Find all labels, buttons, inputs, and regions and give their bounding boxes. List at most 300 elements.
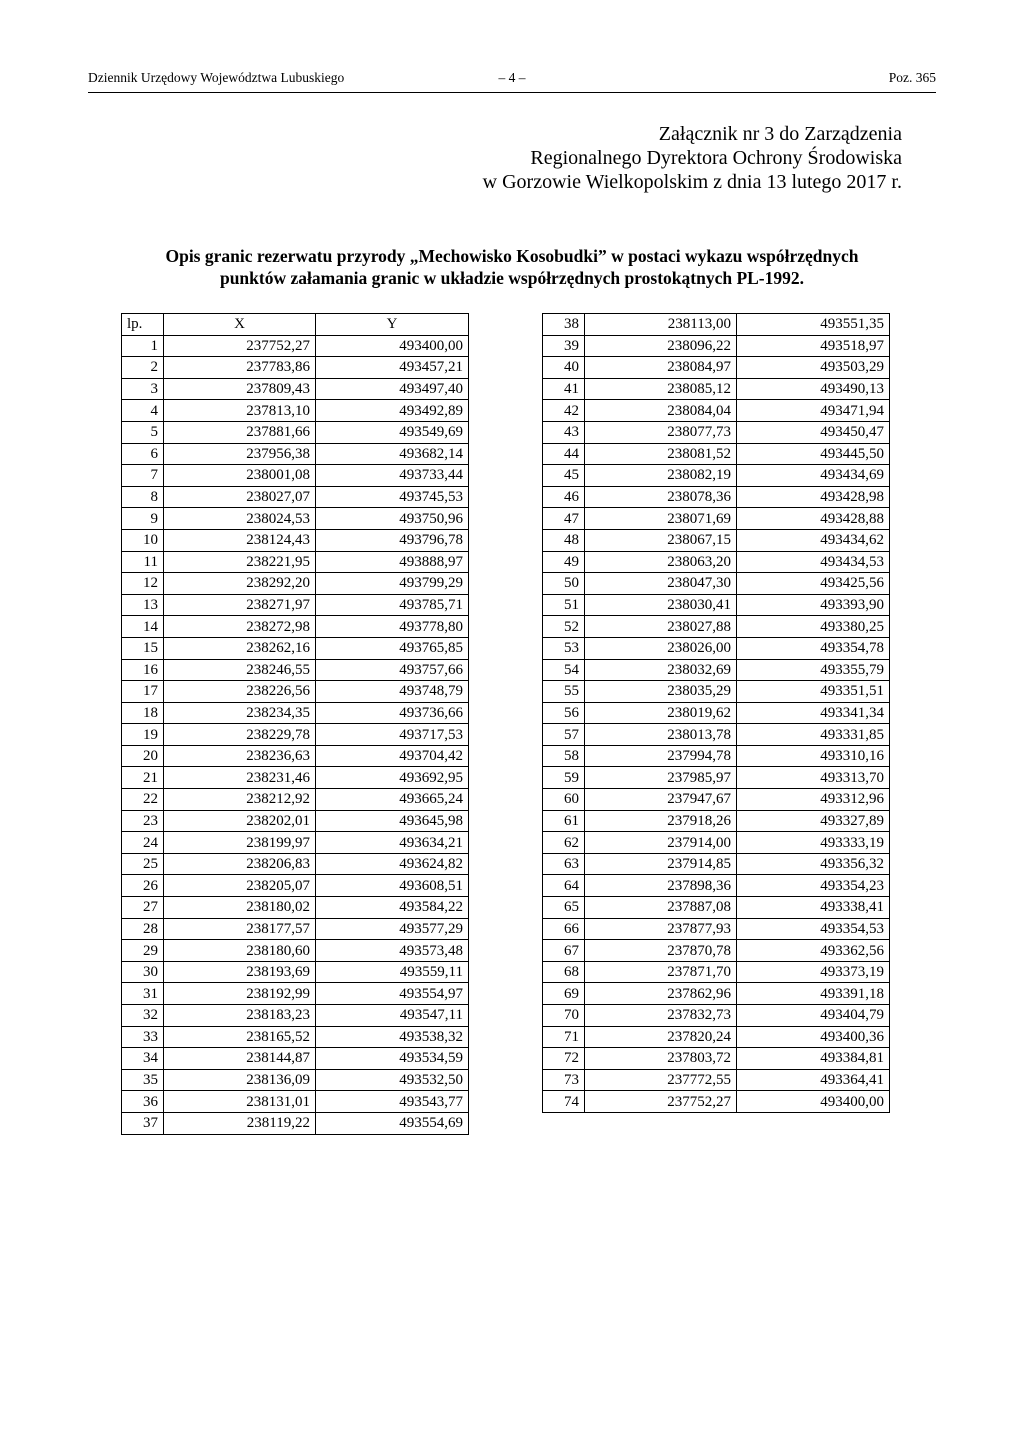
x-coordinate: 237985,97 — [585, 767, 737, 789]
table-row — [543, 486, 890, 508]
table-row — [122, 918, 469, 940]
journal-name: Dziennik Urzędowy Województwa Lubuskiego — [88, 70, 345, 85]
y-coordinate: 493400,36 — [737, 1026, 890, 1048]
table-row — [543, 637, 890, 659]
x-coordinate: 238047,30 — [585, 573, 737, 595]
position-number: Poz. 365 — [888, 70, 936, 85]
y-coordinate: 493503,29 — [737, 357, 890, 379]
point-number: 37 — [122, 1112, 164, 1134]
x-coordinate: 238177,57 — [164, 918, 316, 940]
table-row — [543, 745, 890, 767]
point-number: 54 — [543, 659, 585, 681]
table-row — [543, 400, 890, 422]
x-coordinate: 237809,43 — [164, 378, 316, 400]
y-coordinate: 493547,11 — [316, 1005, 469, 1027]
y-coordinate: 493532,50 — [316, 1069, 469, 1091]
y-coordinate: 493341,34 — [737, 702, 890, 724]
point-number: 16 — [122, 659, 164, 681]
annex-line-3: w Gorzowie Wielkopolskim z dnia 13 lutego 2017 r. — [482, 171, 902, 193]
y-coordinate: 493327,89 — [737, 810, 890, 832]
x-coordinate: 238136,09 — [164, 1069, 316, 1091]
y-coordinate: 493682,14 — [316, 443, 469, 465]
y-coordinate: 493312,96 — [737, 789, 890, 811]
point-number: 40 — [543, 357, 585, 379]
y-coordinate: 493497,40 — [316, 378, 469, 400]
y-coordinate: 493393,90 — [737, 594, 890, 616]
table-row — [122, 875, 469, 897]
x-coordinate: 238192,99 — [164, 983, 316, 1005]
point-number: 14 — [122, 616, 164, 638]
x-coordinate: 238067,15 — [585, 529, 737, 551]
y-coordinate: 493554,97 — [316, 983, 469, 1005]
x-coordinate: 238206,83 — [164, 853, 316, 875]
x-coordinate: 237881,66 — [164, 421, 316, 443]
point-number: 48 — [543, 529, 585, 551]
coordinates-table-right — [542, 313, 890, 1113]
header-lp: lp. — [122, 314, 164, 336]
x-coordinate: 238221,95 — [164, 551, 316, 573]
y-coordinate: 493624,82 — [316, 853, 469, 875]
x-coordinate: 238035,29 — [585, 681, 737, 703]
x-coordinate: 238119,22 — [164, 1112, 316, 1134]
point-number: 5 — [122, 421, 164, 443]
x-coordinate: 238165,52 — [164, 1026, 316, 1048]
table-row — [543, 681, 890, 703]
point-number: 27 — [122, 897, 164, 919]
point-number: 63 — [543, 853, 585, 875]
x-coordinate: 238205,07 — [164, 875, 316, 897]
y-coordinate: 493457,21 — [316, 357, 469, 379]
y-coordinate: 493355,79 — [737, 659, 890, 681]
point-number: 60 — [543, 789, 585, 811]
y-coordinate: 493384,81 — [737, 1048, 890, 1070]
x-coordinate: 237752,27 — [164, 335, 316, 357]
point-number: 73 — [543, 1069, 585, 1091]
point-number: 23 — [122, 810, 164, 832]
y-coordinate: 493338,41 — [737, 897, 890, 919]
point-number: 70 — [543, 1005, 585, 1027]
y-coordinate: 493554,69 — [316, 1112, 469, 1134]
table-row — [122, 421, 469, 443]
table-row — [122, 378, 469, 400]
point-number: 24 — [122, 832, 164, 854]
x-coordinate: 237898,36 — [585, 875, 737, 897]
y-coordinate: 493356,32 — [737, 853, 890, 875]
y-coordinate: 493584,22 — [316, 897, 469, 919]
table-row — [543, 551, 890, 573]
point-number: 26 — [122, 875, 164, 897]
x-coordinate: 238085,12 — [585, 378, 737, 400]
point-number: 11 — [122, 551, 164, 573]
y-coordinate: 493400,00 — [316, 335, 469, 357]
x-coordinate: 238030,41 — [585, 594, 737, 616]
table-row — [122, 983, 469, 1005]
table-row — [543, 573, 890, 595]
table-row — [122, 529, 469, 551]
table-row — [122, 897, 469, 919]
x-coordinate: 238096,22 — [585, 335, 737, 357]
table-row — [122, 443, 469, 465]
x-coordinate: 238226,56 — [164, 681, 316, 703]
table-row — [122, 681, 469, 703]
table-row — [122, 767, 469, 789]
y-coordinate: 493400,00 — [737, 1091, 890, 1113]
x-coordinate: 238063,20 — [585, 551, 737, 573]
table-row — [122, 1069, 469, 1091]
y-coordinate: 493559,11 — [316, 961, 469, 983]
y-coordinate: 493538,32 — [316, 1026, 469, 1048]
y-coordinate: 493665,24 — [316, 789, 469, 811]
point-number: 33 — [122, 1026, 164, 1048]
y-coordinate: 493785,71 — [316, 594, 469, 616]
x-coordinate: 237752,27 — [585, 1091, 737, 1113]
header-y: Y — [316, 314, 469, 336]
point-number: 57 — [543, 724, 585, 746]
table-row — [543, 465, 890, 487]
point-number: 6 — [122, 443, 164, 465]
x-coordinate: 238019,62 — [585, 702, 737, 724]
x-coordinate: 237877,93 — [585, 918, 737, 940]
y-coordinate: 493748,79 — [316, 681, 469, 703]
point-number: 53 — [543, 637, 585, 659]
point-number: 39 — [543, 335, 585, 357]
point-number: 68 — [543, 961, 585, 983]
y-coordinate: 493799,29 — [316, 573, 469, 595]
point-number: 55 — [543, 681, 585, 703]
point-number: 64 — [543, 875, 585, 897]
table-row — [543, 529, 890, 551]
table-header-row — [122, 314, 469, 336]
table-row — [543, 1091, 890, 1113]
x-coordinate: 237813,10 — [164, 400, 316, 422]
title-line-1: Opis granic rezerwatu przyrody „Mechowisko Kosobudki” w postaci wykazu współrzędnych — [165, 246, 859, 266]
x-coordinate: 238027,88 — [585, 616, 737, 638]
coordinates-table-left — [121, 313, 469, 1135]
x-coordinate: 238180,60 — [164, 940, 316, 962]
point-number: 29 — [122, 940, 164, 962]
table-row — [543, 659, 890, 681]
y-coordinate: 493354,23 — [737, 875, 890, 897]
y-coordinate: 493888,97 — [316, 551, 469, 573]
table-row — [543, 875, 890, 897]
x-coordinate: 238081,52 — [585, 443, 737, 465]
table-row — [122, 961, 469, 983]
y-coordinate: 493354,78 — [737, 637, 890, 659]
point-number: 62 — [543, 832, 585, 854]
x-coordinate: 238292,20 — [164, 573, 316, 595]
point-number: 52 — [543, 616, 585, 638]
x-coordinate: 238229,78 — [164, 724, 316, 746]
point-number: 12 — [122, 573, 164, 595]
y-coordinate: 493404,79 — [737, 1005, 890, 1027]
point-number: 8 — [122, 486, 164, 508]
point-number: 66 — [543, 918, 585, 940]
point-number: 58 — [543, 745, 585, 767]
table-row — [543, 918, 890, 940]
y-coordinate: 493608,51 — [316, 875, 469, 897]
x-coordinate: 238212,92 — [164, 789, 316, 811]
table-row — [543, 1069, 890, 1091]
y-coordinate: 493450,47 — [737, 421, 890, 443]
point-number: 1 — [122, 335, 164, 357]
point-number: 15 — [122, 637, 164, 659]
point-number: 30 — [122, 961, 164, 983]
y-coordinate: 493551,35 — [737, 314, 890, 336]
y-coordinate: 493733,44 — [316, 465, 469, 487]
table-row — [122, 465, 469, 487]
y-coordinate: 493434,62 — [737, 529, 890, 551]
point-number: 69 — [543, 983, 585, 1005]
annex-line-1: Załącznik nr 3 do Zarządzenia — [658, 123, 902, 145]
table-row — [543, 961, 890, 983]
y-coordinate: 493634,21 — [316, 832, 469, 854]
table-row — [543, 1048, 890, 1070]
y-coordinate: 493434,69 — [737, 465, 890, 487]
x-coordinate: 238246,55 — [164, 659, 316, 681]
table-row — [543, 767, 890, 789]
y-coordinate: 493736,66 — [316, 702, 469, 724]
y-coordinate: 493445,50 — [737, 443, 890, 465]
x-coordinate: 237871,70 — [585, 961, 737, 983]
point-number: 32 — [122, 1005, 164, 1027]
point-number: 43 — [543, 421, 585, 443]
x-coordinate: 238027,07 — [164, 486, 316, 508]
page-number: – 4 – — [498, 70, 526, 85]
x-coordinate: 238272,98 — [164, 616, 316, 638]
table-row — [122, 789, 469, 811]
x-coordinate: 238082,19 — [585, 465, 737, 487]
y-coordinate: 493310,16 — [737, 745, 890, 767]
point-number: 50 — [543, 573, 585, 595]
annex-reference — [483, 122, 902, 194]
table-row — [543, 357, 890, 379]
header-x: X — [164, 314, 316, 336]
table-row — [543, 314, 890, 336]
point-number: 44 — [543, 443, 585, 465]
table-row — [543, 1026, 890, 1048]
x-coordinate: 238124,43 — [164, 529, 316, 551]
table-row — [543, 594, 890, 616]
x-coordinate: 237772,55 — [585, 1069, 737, 1091]
y-coordinate: 493534,59 — [316, 1048, 469, 1070]
x-coordinate: 237947,67 — [585, 789, 737, 811]
point-number: 71 — [543, 1026, 585, 1048]
y-coordinate: 493549,69 — [316, 421, 469, 443]
x-coordinate: 237870,78 — [585, 940, 737, 962]
point-number: 4 — [122, 400, 164, 422]
y-coordinate: 493471,94 — [737, 400, 890, 422]
y-coordinate: 493380,25 — [737, 616, 890, 638]
y-coordinate: 493778,80 — [316, 616, 469, 638]
x-coordinate: 237820,24 — [585, 1026, 737, 1048]
point-number: 47 — [543, 508, 585, 530]
table-row — [543, 789, 890, 811]
table-row — [122, 810, 469, 832]
y-coordinate: 493577,29 — [316, 918, 469, 940]
point-number: 46 — [543, 486, 585, 508]
y-coordinate: 493518,97 — [737, 335, 890, 357]
table-row — [543, 1005, 890, 1027]
table-row — [543, 421, 890, 443]
point-number: 9 — [122, 508, 164, 530]
x-coordinate: 238032,69 — [585, 659, 737, 681]
point-number: 38 — [543, 314, 585, 336]
y-coordinate: 493428,88 — [737, 508, 890, 530]
table-row — [122, 551, 469, 573]
point-number: 25 — [122, 853, 164, 875]
table-row — [543, 940, 890, 962]
y-coordinate: 493692,95 — [316, 767, 469, 789]
x-coordinate: 237918,26 — [585, 810, 737, 832]
y-coordinate: 493428,98 — [737, 486, 890, 508]
table-row — [122, 1112, 469, 1134]
x-coordinate: 238199,97 — [164, 832, 316, 854]
y-coordinate: 493333,19 — [737, 832, 890, 854]
point-number: 49 — [543, 551, 585, 573]
x-coordinate: 237783,86 — [164, 357, 316, 379]
point-number: 18 — [122, 702, 164, 724]
y-coordinate: 493796,78 — [316, 529, 469, 551]
x-coordinate: 237914,00 — [585, 832, 737, 854]
y-coordinate: 493351,51 — [737, 681, 890, 703]
table-row — [543, 983, 890, 1005]
point-number: 72 — [543, 1048, 585, 1070]
y-coordinate: 493425,56 — [737, 573, 890, 595]
y-coordinate: 493750,96 — [316, 508, 469, 530]
y-coordinate: 493313,70 — [737, 767, 890, 789]
table-row — [543, 443, 890, 465]
point-number: 36 — [122, 1091, 164, 1113]
y-coordinate: 493704,42 — [316, 745, 469, 767]
table-row — [122, 702, 469, 724]
x-coordinate: 238013,78 — [585, 724, 737, 746]
point-number: 31 — [122, 983, 164, 1005]
point-number: 74 — [543, 1091, 585, 1113]
y-coordinate: 493331,85 — [737, 724, 890, 746]
table-row — [122, 508, 469, 530]
table-row — [543, 508, 890, 530]
y-coordinate: 493364,41 — [737, 1069, 890, 1091]
y-coordinate: 493354,53 — [737, 918, 890, 940]
annex-line-2: Regionalnego Dyrektora Ochrony Środowiska — [530, 147, 902, 169]
table-row — [122, 486, 469, 508]
table-row — [122, 573, 469, 595]
point-number: 22 — [122, 789, 164, 811]
point-number: 7 — [122, 465, 164, 487]
point-number: 17 — [122, 681, 164, 703]
y-coordinate: 493434,53 — [737, 551, 890, 573]
table-row — [122, 724, 469, 746]
point-number: 45 — [543, 465, 585, 487]
point-number: 42 — [543, 400, 585, 422]
point-number: 35 — [122, 1069, 164, 1091]
x-coordinate: 237994,78 — [585, 745, 737, 767]
y-coordinate: 493373,19 — [737, 961, 890, 983]
point-number: 34 — [122, 1048, 164, 1070]
y-coordinate: 493573,48 — [316, 940, 469, 962]
point-number: 56 — [543, 702, 585, 724]
table-row — [122, 940, 469, 962]
table-row — [122, 1005, 469, 1027]
x-coordinate: 238193,69 — [164, 961, 316, 983]
x-coordinate: 238231,46 — [164, 767, 316, 789]
document-title — [88, 245, 936, 289]
table-row — [122, 616, 469, 638]
x-coordinate: 238236,63 — [164, 745, 316, 767]
table-row — [122, 357, 469, 379]
point-number: 59 — [543, 767, 585, 789]
x-coordinate: 238001,08 — [164, 465, 316, 487]
y-coordinate: 493362,56 — [737, 940, 890, 962]
y-coordinate: 493490,13 — [737, 378, 890, 400]
page-header — [88, 70, 936, 93]
x-coordinate: 238262,16 — [164, 637, 316, 659]
table-row — [543, 832, 890, 854]
x-coordinate: 238271,97 — [164, 594, 316, 616]
point-number: 51 — [543, 594, 585, 616]
x-coordinate: 237914,85 — [585, 853, 737, 875]
x-coordinate: 238026,00 — [585, 637, 737, 659]
y-coordinate: 493717,53 — [316, 724, 469, 746]
y-coordinate: 493765,85 — [316, 637, 469, 659]
x-coordinate: 238180,02 — [164, 897, 316, 919]
table-row — [122, 400, 469, 422]
point-number: 19 — [122, 724, 164, 746]
table-row — [122, 1026, 469, 1048]
table-row — [543, 616, 890, 638]
x-coordinate: 238234,35 — [164, 702, 316, 724]
table-row — [122, 659, 469, 681]
point-number: 41 — [543, 378, 585, 400]
x-coordinate: 238131,01 — [164, 1091, 316, 1113]
point-number: 65 — [543, 897, 585, 919]
table-row — [122, 637, 469, 659]
table-row — [122, 832, 469, 854]
y-coordinate: 493757,66 — [316, 659, 469, 681]
point-number: 3 — [122, 378, 164, 400]
x-coordinate: 237862,96 — [585, 983, 737, 1005]
table-row — [122, 335, 469, 357]
x-coordinate: 237803,72 — [585, 1048, 737, 1070]
x-coordinate: 238202,01 — [164, 810, 316, 832]
table-row — [122, 594, 469, 616]
x-coordinate: 238113,00 — [585, 314, 737, 336]
table-row — [122, 745, 469, 767]
table-row — [122, 853, 469, 875]
point-number: 13 — [122, 594, 164, 616]
table-row — [543, 810, 890, 832]
x-coordinate: 238024,53 — [164, 508, 316, 530]
x-coordinate: 238084,04 — [585, 400, 737, 422]
x-coordinate: 238077,73 — [585, 421, 737, 443]
y-coordinate: 493645,98 — [316, 810, 469, 832]
table-row — [543, 702, 890, 724]
point-number: 20 — [122, 745, 164, 767]
title-line-2: punktów załamania granic w układzie współrzędnych prostokątnych PL-1992. — [219, 268, 805, 288]
x-coordinate: 237832,73 — [585, 1005, 737, 1027]
x-coordinate: 238071,69 — [585, 508, 737, 530]
y-coordinate: 493543,77 — [316, 1091, 469, 1113]
point-number: 21 — [122, 767, 164, 789]
x-coordinate: 237956,38 — [164, 443, 316, 465]
x-coordinate: 238078,36 — [585, 486, 737, 508]
table-row — [122, 1091, 469, 1113]
point-number: 67 — [543, 940, 585, 962]
table-row — [543, 335, 890, 357]
table-row — [543, 724, 890, 746]
table-row — [122, 1048, 469, 1070]
x-coordinate: 238183,23 — [164, 1005, 316, 1027]
